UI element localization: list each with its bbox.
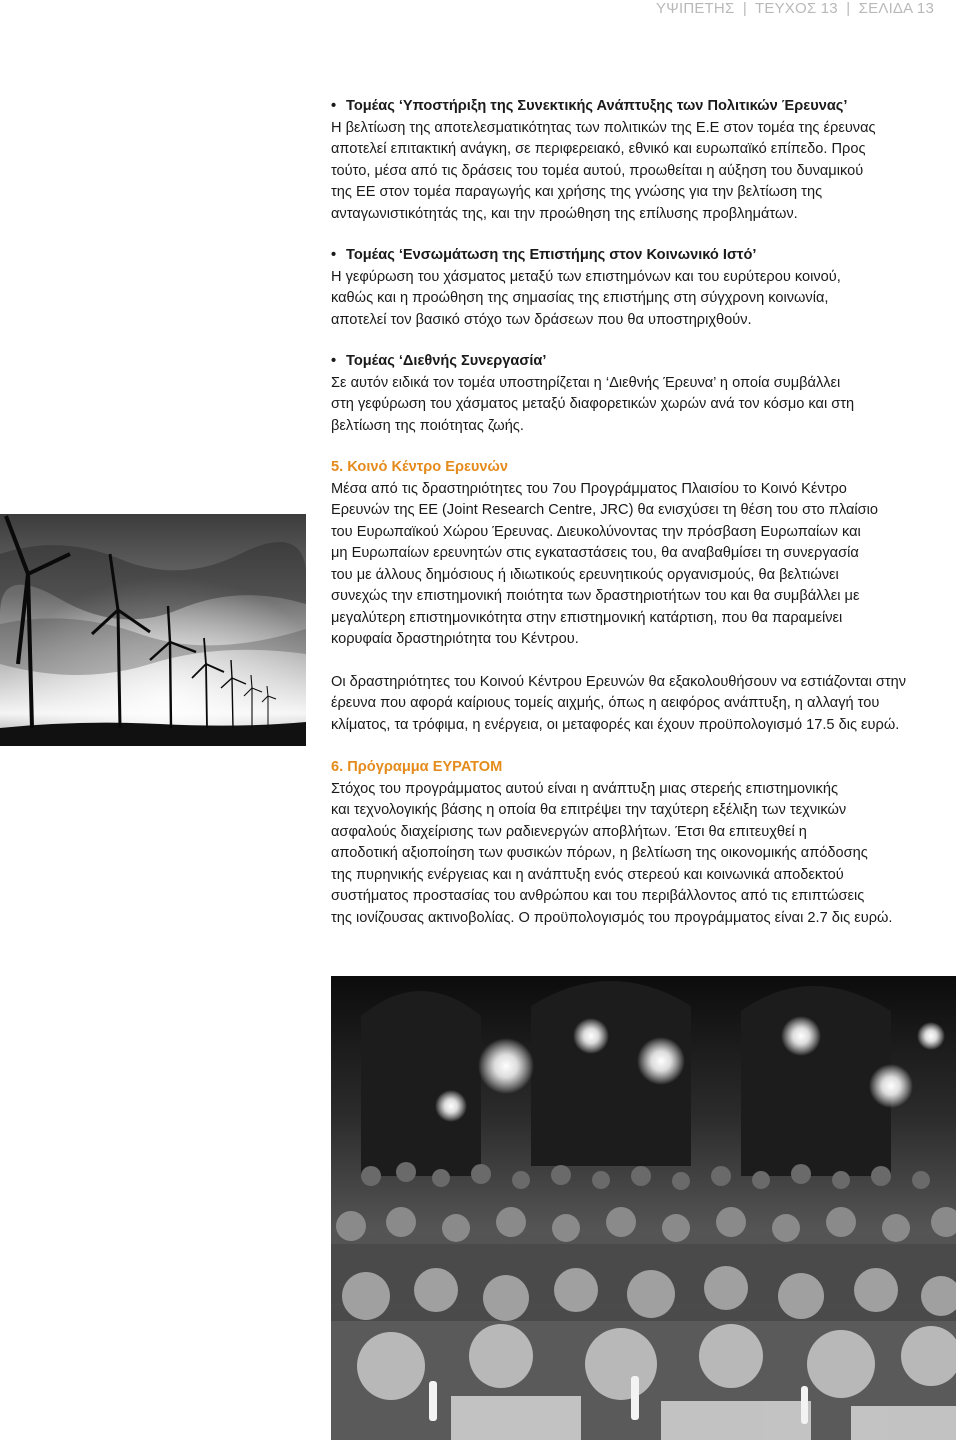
text-line: της πυρηνικής ενέργειας και η ανάπτυξη ενός στερεού και κοινωνικά αποδεκτού — [331, 866, 844, 883]
text-line: Μέσα από τις δραστηριότητες του 7ου Προγράμματος Πλαισίου το Κοινό Κέντρο — [331, 480, 847, 497]
text-line: Η γεφύρωση του χάσματος μεταξύ των επιστημόνων και του ευρύτερου κοινού, — [331, 268, 841, 285]
text-line: του με άλλους δημόσιους ή ιδιωτικούς ερευνητικούς οργανισμούς, θα βελτιώνει — [331, 566, 839, 583]
text-line: κορυφαία δραστηριότητα του Κέντρου. — [331, 631, 579, 647]
section-heading: Τομέας ‘Υποστήριξη της Συνεκτικής Ανάπτυξης των Πολιτικών Έρευνας’ — [346, 98, 848, 114]
page-number: ΣΕΛΙΔΑ 13 — [858, 0, 934, 17]
text-line: συνεχώς την επιστημονική ποιότητα των δραστηριοτήτων του και θα συμβάλλει με — [331, 588, 860, 604]
section-jrc — [331, 457, 956, 736]
journal-name: ΥΨΙΠΕΤΗΣ — [656, 0, 735, 17]
conference-audience-illustration — [331, 976, 956, 1440]
bullet-marker: • — [331, 98, 337, 114]
paragraph — [331, 373, 956, 438]
wind-turbines-photo — [0, 514, 306, 746]
paragraph — [331, 479, 956, 651]
paragraph — [331, 267, 956, 332]
section-heading: 6. Πρόγραμμα ΕΥΡΑΤΟΜ — [331, 759, 503, 775]
section-heading: Τομέας ‘Διεθνής Συνεργασία’ — [346, 353, 547, 369]
text-line: ανταγωνιστικότητάς της, και την προώθηση της επίλυσης προβλημάτων. — [331, 205, 798, 222]
bullet-heading — [331, 351, 956, 373]
text-line: συστήματος προστασίας του ανθρώπου και του περιβάλλοντος από τις επιπτώσεις — [331, 888, 865, 904]
text-line: καθώς και η προώθηση της σημασίας της επιστήμης στη σύγχρονη κοινωνία, — [331, 290, 829, 306]
bullet-heading — [331, 96, 956, 118]
text-line: στη γεφύρωση του χάσματος μεταξύ διαφορετικών χωρών ανά τον κόσμο και στη — [331, 396, 855, 412]
text-line: Σε αυτόν ειδικά τον τομέα υποστηρίζεται η ‘Διεθνής Έρευνα’ η οποία συμβάλλει — [331, 374, 841, 391]
conference-audience-photo — [331, 976, 956, 1440]
text-line: έρευνα που αφορά καίριους τομείς αιχμής, όπως η αειφόρος ανάπτυξη, η αλλαγή του — [331, 695, 880, 711]
running-header — [656, 0, 934, 17]
bullet-heading — [331, 245, 956, 267]
section-policy — [331, 96, 956, 225]
section-heading: 5. Κοινό Κέντρο Ερευνών — [331, 459, 508, 475]
section-euratom — [331, 757, 956, 929]
bullet-marker: • — [331, 247, 337, 263]
hall-arches — [361, 981, 891, 1176]
paragraph — [331, 779, 956, 930]
section-international — [331, 351, 956, 437]
header-separator: | — [846, 0, 851, 17]
text-line: αποδοτική αξιοποίηση των φυσικών πόρων, η βελτίωση της οικονομικής απόδοσης — [331, 845, 868, 861]
text-line: αποτελεί τον βασικό στόχο των δράσεων που θα υποστηριχθούν. — [331, 311, 752, 328]
text-line: Οι δραστηριότητες του Κοινού Κέντρου Ερευνών θα εξακολουθήσουν να εστιάζονται στην — [331, 673, 907, 690]
text-line: Στόχος του προγράμματος αυτού είναι η ανάπτυξη μιας στερεής επιστημονικής — [331, 780, 838, 797]
text-line: μεγαλύτερη επιστημονικότητα στην επιστημονική κατάρτιση, που θα παραμείνει — [331, 609, 843, 626]
header-separator: | — [742, 0, 747, 17]
text-column — [331, 96, 956, 929]
text-line: Ερευνών της ΕΕ (Joint Research Centre, JRC) θα ενισχύσει τη θέση του στο πλαίσιο — [331, 502, 878, 518]
text-line: κλίματος, τα τρόφιμα, η ενέργεια, οι μεταφορές και έχουν προϋπολογισμό 17.5 δις ευρώ. — [331, 716, 900, 733]
text-line: ασφαλούς διαχείρισης των ραδιενεργών αποβλήτων. Έτσι θα επιτευχθεί η — [331, 823, 807, 840]
text-line: βελτίωση της ποιότητας ζωής. — [331, 417, 524, 434]
text-line: της ιονίζουσας ακτινοβολίας. Ο προϋπολογισμός του προγράμματος είναι 2.7 δις ευρώ. — [331, 909, 893, 926]
paragraph — [331, 118, 956, 226]
wind-turbines-illustration — [0, 514, 306, 746]
issue-number: ΤΕΥΧΟΣ 13 — [755, 0, 838, 17]
section-heading: Τομέας ‘Ενσωμάτωση της Επιστήμης στον Κοινωνικό Ιστό’ — [346, 247, 757, 263]
text-line: και τεχνολογικής βάσης η οποία θα επιτρέψει την ταχύτερη εξέλιξη των τεχνικών — [331, 802, 847, 818]
text-line: Η βελτίωση της αποτελεσματικότητας των πολιτικών της Ε.Ε στον τομέα της έρευνας — [331, 119, 876, 136]
section-society — [331, 245, 956, 331]
text-line: αποτελεί επιτακτική ανάγκη, σε περιφερειακό, εθνικό και ευρωπαϊκό επίπεδο. Προς — [331, 141, 866, 157]
bullet-marker: • — [331, 353, 337, 369]
text-line: τούτο, μέσα από τις δράσεις του τομέα αυτού, προωθείται η αύξηση του δυναμικού — [331, 162, 864, 179]
text-line: μη Ευρωπαίων ερευνητών στις εγκαταστάσεις του, θα αναβαθμίσει τη συνεργασία — [331, 545, 859, 561]
paragraph — [331, 672, 956, 737]
text-line: του Ευρωπαϊκού Χώρου Έρευνας. Διευκολύνοντας την πρόσβαση Ευρωπαίων και — [331, 523, 861, 540]
text-line: της ΕΕ στον τομέα παραγωγής και χρήσης της γνώσης για την βελτίωση της — [331, 184, 823, 200]
